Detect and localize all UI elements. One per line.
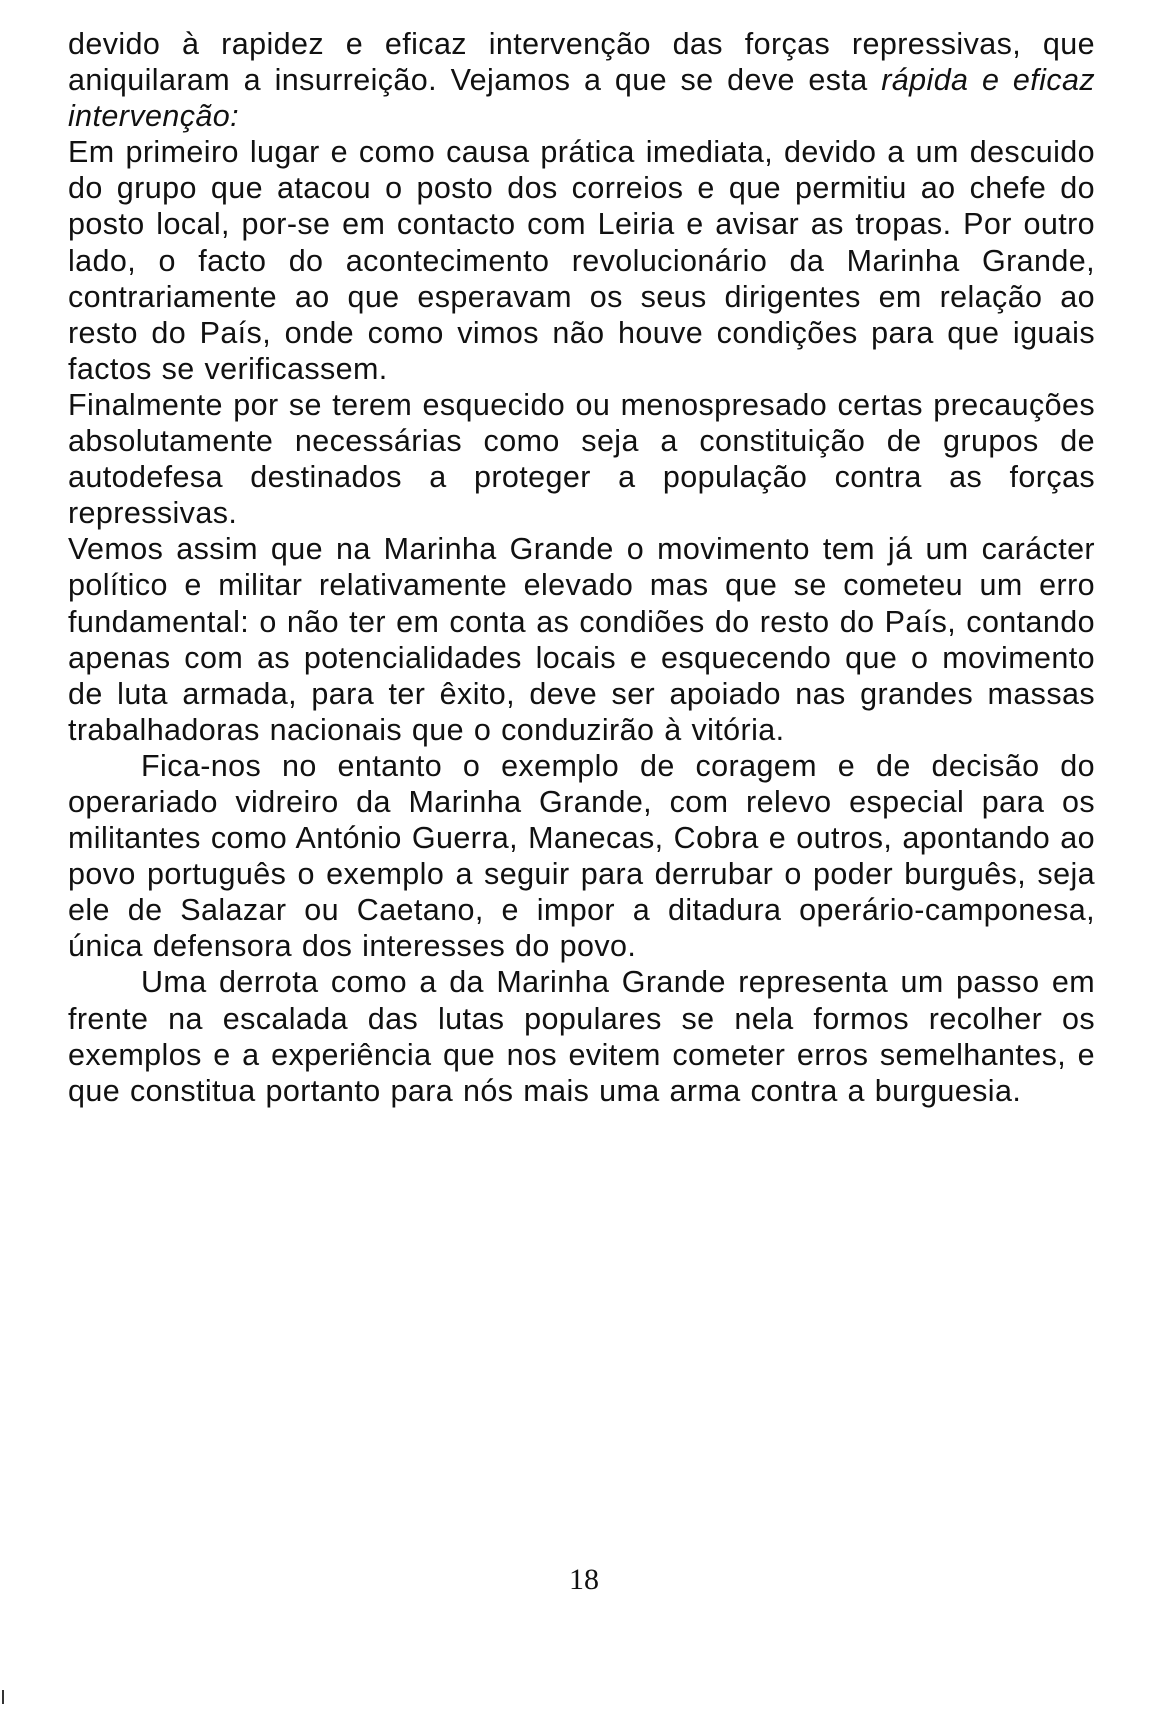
paragraph-6: Uma derrota como a da Marinha Grande representa um passo em frente na escalada das lutas populares se nela formos recolher os exemplos e a experiência que nos evitem cometer erros semelhantes, e que constitua portanto para nós mais uma arma contra a burguesia. (68, 965, 1095, 1108)
paragraph-2: Em primeiro lugar e como causa prática imediata, devido a um descuido do grupo que atacou o posto dos correios e que permitiu ao chefe do posto local, por-se em contacto com Leiria e avisar as tropas. Por outro lado, o facto do acontecimento revolucionário da Marinha Grande, contrariamente ao que esperavam os seus dirigentes em relação ao resto do País, onde como vimos não houve condições para que iguais factos se verificassem. (68, 135, 1095, 386)
paragraph-1 (68, 26, 1095, 134)
paragraph-1-text: devido à rapidez e eficaz intervenção das forças repressivas, que aniquilaram a insurreição. Vejamos a que se deve esta (68, 27, 1095, 98)
body-text (68, 26, 1095, 1109)
paragraph-3: Finalmente por se terem esquecido ou menospresado certas precauções absolutamente necessárias como seja a constituição de grupos de autodefesa destinados a proteger a população contra as forças repressivas. (68, 387, 1095, 531)
paragraph-5: Fica-nos no entanto o exemplo de coragem e de decisão do operariado vidreiro da Marinha Grande, com relevo especial para os militantes como António Guerra, Manecas, Cobra e outros, apontando ao povo português o exemplo a seguir para derrubar o poder burguês, seja ele de Salazar ou Caetano, e impor a ditadura operário-camponesa, única defensora dos interesses do povo. (68, 748, 1095, 964)
page-number: 18 (569, 1563, 599, 1596)
paragraph-1-emphasis: rápida e eficaz intervenção: (68, 63, 1095, 134)
scan-edge-mark (2, 1690, 4, 1704)
paragraph-4: Vemos assim que na Marinha Grande o movimento tem já um carácter político e militar relativamente elevado mas que se cometeu um erro fundamental: o não ter em conta as condiões do resto do País, contando apenas com as potencialidades locais e esquecendo que o movimento de luta armada, para ter êxito, deve ser apoiado nas grandes massas trabalhadoras nacionais que o conduzirão à vitória. (68, 532, 1095, 747)
